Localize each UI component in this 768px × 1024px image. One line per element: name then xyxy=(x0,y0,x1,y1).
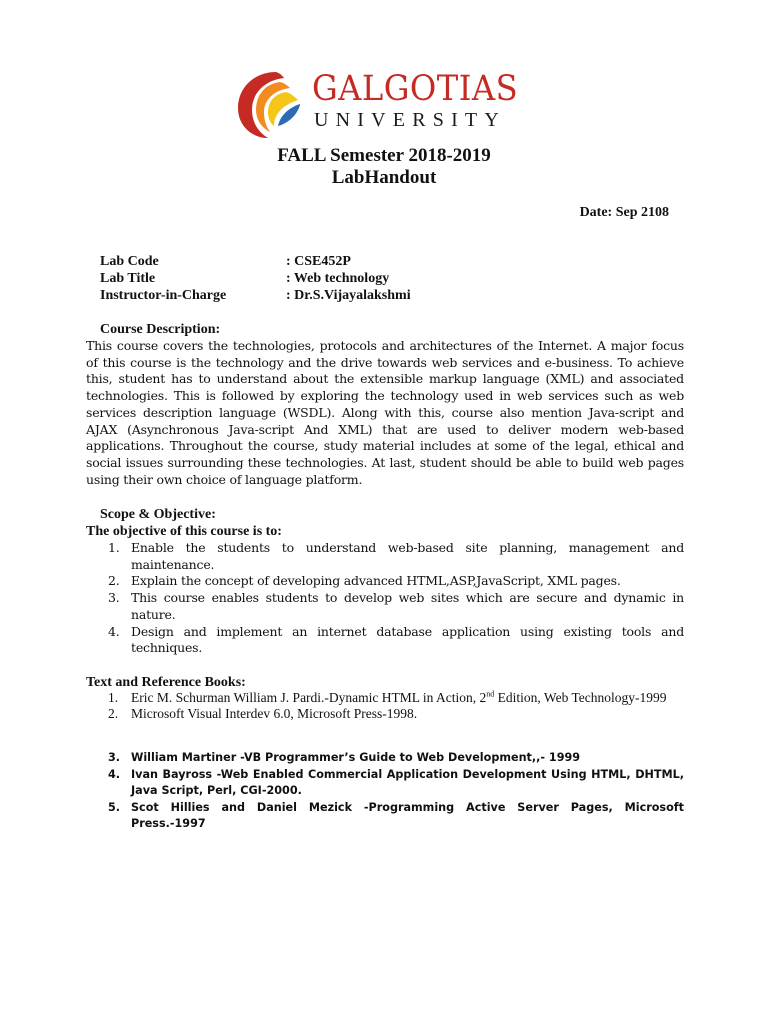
course-description-text: This course covers the technologies, protocols and architectures of the Internet. A major focus of this course is the technology and the drive towards web services and e-business. To achieve this, student has to understand about the extensible markup language (XML) and associated technologies. This is followed by exploring the technology used in web services such as web services description language (WSDL). Along with this, course also mention Java-script and AJAX (Asynchronous Java-script And XML) that are used to deliver modern web-based applications. Throughout the course, study material includes at some of the legal, ethical and social issues surrounding these technologies. At last, student should be able to build web pages using their own choice of language platform. xyxy=(86,338,684,487)
instructor-label: Instructor-in-Charge xyxy=(100,288,227,303)
book-text-cont: Edition, Web Technology-1999 xyxy=(494,690,667,705)
list-item xyxy=(86,540,684,573)
book-text: Scot Hillies and Daniel Mezick -Programming Active Server Pages, Microsoft Press.-1997 xyxy=(131,800,684,830)
list-number: 3. xyxy=(108,590,120,606)
university-logo xyxy=(236,66,519,142)
list-number: 1. xyxy=(108,690,119,705)
list-number: 5. xyxy=(108,800,121,814)
lab-title-row xyxy=(100,270,520,287)
scope-heading: Scope & Objective: xyxy=(100,507,216,522)
lab-code-row xyxy=(100,253,520,270)
logo-subtitle: UNIVERSITY xyxy=(314,109,506,131)
objective-list xyxy=(86,540,684,657)
list-item xyxy=(86,624,684,657)
objective-subheading: The objective of this course is to: xyxy=(86,524,282,539)
list-text: Design and implement an internet database application using existing tools and techniques. xyxy=(131,623,684,656)
lab-title-value: : Web technology xyxy=(286,271,390,286)
course-description-heading: Course Description: xyxy=(100,322,221,337)
list-number: 4. xyxy=(108,623,120,639)
instructor-value: : Dr.S.Vijayalakshmi xyxy=(286,288,411,303)
list-text: Enable the students to understand web-based site planning, management and maintenance. xyxy=(131,540,684,572)
list-number: 2. xyxy=(108,573,120,589)
list-item xyxy=(86,590,684,623)
list-item xyxy=(86,800,684,833)
list-text: Explain the concept of developing advanced HTML,ASP,JavaScript, XML pages. xyxy=(131,573,621,589)
lab-title-label: Lab Title xyxy=(100,271,156,286)
books-list-part2 xyxy=(86,750,684,833)
list-item xyxy=(86,690,684,706)
book-text: William Martiner -VB Programmer’s Guide to Web Development,,- 1999 xyxy=(131,751,581,764)
list-number: 3. xyxy=(108,751,121,764)
swirl-logo-icon xyxy=(236,66,312,142)
handout-title: LabHandout xyxy=(331,167,437,188)
book-text: Ivan Bayross -Web Enabled Commercial Application Development Using HTML, DHTML, Java Script, Perl, CGI-2000. xyxy=(131,767,684,797)
books-heading: Text and Reference Books: xyxy=(86,675,246,690)
list-number: 1. xyxy=(108,540,120,555)
handout-date: Date: Sep 2108 xyxy=(579,205,669,220)
superscript: nd xyxy=(486,689,495,699)
lab-code-value: : CSE452P xyxy=(286,254,351,269)
semester-title: FALL Semester 2018-2019 xyxy=(277,145,491,166)
lab-info-table xyxy=(100,253,520,304)
instructor-row xyxy=(100,287,520,304)
book-text: Microsoft Visual Interdev 6.0, Microsoft Press-1998. xyxy=(131,706,418,721)
list-number: 2. xyxy=(108,706,119,721)
list-item xyxy=(86,767,684,800)
books-list-part1 xyxy=(86,690,684,722)
list-number: 4. xyxy=(108,767,121,781)
logo-wordmark: GALGOTIAS xyxy=(312,69,519,109)
list-item xyxy=(86,573,684,590)
list-item xyxy=(86,706,684,722)
list-text: This course enables students to develop web sites which are secure and dynamic in nature. xyxy=(131,590,684,622)
book-text: Eric M. Schurman William J. Pardi.-Dynamic HTML in Action, 2 xyxy=(131,690,487,705)
lab-code-label: Lab Code xyxy=(100,254,159,269)
list-item xyxy=(86,750,684,767)
